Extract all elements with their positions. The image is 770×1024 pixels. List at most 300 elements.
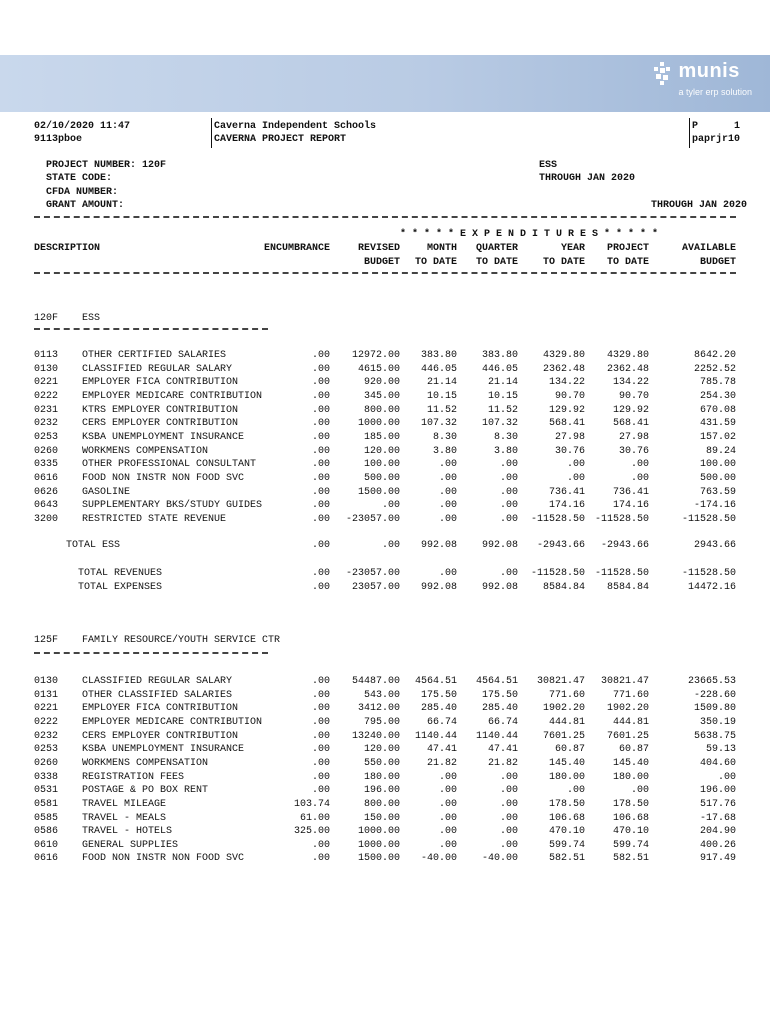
month-to-date: 383.80: [420, 350, 457, 361]
section-code: 125F: [34, 635, 59, 646]
expenses-budget: 23057.00: [351, 582, 400, 593]
encumbrance: .00: [311, 350, 330, 361]
expenses-quarter: 992.08: [481, 582, 518, 593]
year-to-date: 134.22: [548, 377, 585, 389]
account-code: 0581: [34, 798, 59, 810]
header-divider-left: [211, 118, 212, 148]
revised-budget: 54487.00: [351, 676, 400, 687]
total-expenses-label: TOTAL EXPENSES: [78, 582, 163, 593]
available-budget: 517.76: [699, 798, 736, 810]
available-budget: -17.68: [699, 812, 736, 824]
quarter-to-date: -40.00: [481, 853, 518, 865]
available-budget: 8642.20: [693, 350, 736, 361]
table-row: [0, 499, 770, 512]
table-row: [0, 743, 770, 756]
encumbrance: 103.74: [293, 798, 330, 810]
account-code: 0253: [34, 431, 59, 443]
project-to-date: 30821.47: [600, 676, 649, 687]
year-to-date: 444.81: [548, 716, 585, 728]
quarter-to-date: .00: [499, 472, 518, 484]
account-description: CLASSIFIED REGULAR SALARY: [82, 676, 233, 687]
encumbrance: .00: [311, 459, 330, 471]
revised-budget: 795.00: [363, 716, 400, 728]
quarter-to-date: .00: [499, 771, 518, 783]
month-to-date: 8.30: [432, 431, 457, 443]
encumbrance: .00: [311, 513, 330, 525]
year-to-date: 470.10: [548, 826, 585, 838]
account-description: KTRS EMPLOYER CONTRIBUTION: [82, 404, 239, 416]
encumbrance: .00: [311, 853, 330, 865]
project-to-date: 27.98: [618, 431, 649, 443]
account-code: 0531: [34, 785, 59, 797]
account-description: TRAVEL - MEALS: [82, 812, 167, 824]
section-underline: [34, 652, 268, 654]
revised-budget: 12972.00: [351, 350, 400, 361]
total-encumbrance: .00: [311, 540, 330, 551]
project-to-date: 7601.25: [606, 730, 649, 742]
account-description: TRAVEL - HOTELS: [82, 826, 173, 838]
revised-budget: .00: [381, 500, 400, 512]
revised-budget: 800.00: [363, 404, 400, 416]
table-row: [0, 486, 770, 499]
col-year-todate: TO DATE: [542, 257, 585, 268]
quarter-to-date: .00: [499, 500, 518, 512]
month-to-date: .00: [438, 486, 457, 498]
through-date-right: THROUGH JAN 2020: [651, 200, 748, 211]
table-row: [0, 404, 770, 417]
account-code: 0130: [34, 363, 59, 375]
table-row: [0, 431, 770, 444]
available-budget: 431.59: [699, 418, 736, 430]
brand-name: munis: [678, 60, 740, 82]
revised-budget: 13240.00: [351, 730, 400, 742]
account-description: CERS EMPLOYER CONTRIBUTION: [82, 418, 239, 430]
divider-columns: [34, 272, 736, 274]
available-budget: -174.16: [693, 500, 736, 512]
encumbrance: 61.00: [299, 812, 330, 824]
revised-budget: 196.00: [363, 785, 400, 797]
revised-budget: 1500.00: [357, 853, 400, 865]
month-to-date: .00: [438, 798, 457, 810]
account-description: GASOLINE: [82, 486, 131, 498]
year-to-date: 129.92: [548, 404, 585, 416]
month-to-date: 47.41: [426, 744, 457, 756]
account-code: 0131: [34, 689, 59, 701]
account-description: SUPPLEMENTARY BKS/STUDY GUIDES: [82, 500, 263, 512]
account-description: WORKMENS COMPENSATION: [82, 445, 209, 457]
available-budget: 670.08: [699, 404, 736, 416]
available-budget: 1509.80: [693, 703, 736, 715]
available-budget: 100.00: [699, 459, 736, 471]
table-row: [0, 757, 770, 770]
project-to-date: 129.92: [612, 404, 649, 416]
month-to-date: .00: [438, 826, 457, 838]
month-to-date: .00: [438, 771, 457, 783]
total-expenses-row: [0, 581, 770, 594]
account-code: 0616: [34, 472, 59, 484]
cfda-number: CFDA NUMBER:: [46, 187, 119, 198]
month-to-date: 107.32: [420, 418, 457, 430]
header-banner: [0, 55, 770, 112]
account-description: EMPLOYER FICA CONTRIBUTION: [82, 377, 239, 389]
account-description: FOOD NON INSTR NON FOOD SVC: [82, 472, 245, 484]
munis-logo-icon: [650, 62, 674, 86]
year-to-date: .00: [566, 472, 585, 484]
encumbrance: .00: [311, 418, 330, 430]
quarter-to-date: 175.50: [481, 689, 518, 701]
year-to-date: 771.60: [548, 689, 585, 701]
quarter-to-date: 285.40: [481, 703, 518, 715]
available-budget: 404.60: [699, 757, 736, 769]
account-code: 0232: [34, 418, 59, 430]
total-month: 992.08: [420, 540, 457, 551]
quarter-to-date: 383.80: [481, 350, 518, 361]
month-to-date: 11.52: [426, 404, 457, 416]
account-description: EMPLOYER MEDICARE CONTRIBUTION: [82, 716, 263, 728]
month-to-date: .00: [438, 472, 457, 484]
state-code: STATE CODE:: [46, 173, 113, 184]
year-to-date: 736.41: [548, 486, 585, 498]
header-divider-right: [689, 118, 690, 148]
expenses-month: 992.08: [420, 582, 457, 593]
table-row: [0, 513, 770, 526]
col-available-budget: BUDGET: [699, 257, 736, 268]
encumbrance: .00: [311, 757, 330, 769]
quarter-to-date: 66.74: [487, 716, 518, 728]
revised-budget: 800.00: [363, 798, 400, 810]
revenues-project: -11528.50: [594, 568, 649, 579]
year-to-date: 90.70: [554, 390, 585, 402]
available-budget: 2252.52: [693, 363, 736, 375]
report-title: CAVERNA PROJECT REPORT: [214, 134, 347, 145]
project-to-date: 4329.80: [606, 350, 649, 361]
total-revenues-row: [0, 567, 770, 580]
col-month-todate: TO DATE: [414, 257, 457, 268]
encumbrance: .00: [311, 404, 330, 416]
project-to-date: 2362.48: [606, 363, 649, 375]
account-code: 0253: [34, 744, 59, 756]
project-to-date: 582.51: [612, 853, 649, 865]
quarter-to-date: 10.15: [487, 390, 518, 402]
account-description: EMPLOYER MEDICARE CONTRIBUTION: [82, 390, 263, 402]
revised-budget: 120.00: [363, 445, 400, 457]
project-to-date: .00: [630, 472, 649, 484]
account-code: 0610: [34, 839, 59, 851]
month-to-date: 10.15: [426, 390, 457, 402]
total-label: TOTAL ESS: [66, 540, 121, 551]
table-row: [0, 716, 770, 729]
project-to-date: 470.10: [612, 826, 649, 838]
encumbrance: 325.00: [293, 826, 330, 838]
account-description: OTHER PROFESSIONAL CONSULTANT: [82, 459, 257, 471]
encumbrance: .00: [311, 445, 330, 457]
account-description: CERS EMPLOYER CONTRIBUTION: [82, 730, 239, 742]
year-to-date: 4329.80: [542, 350, 585, 361]
table-row: [0, 417, 770, 430]
quarter-to-date: .00: [499, 486, 518, 498]
available-budget: 254.30: [699, 390, 736, 402]
quarter-to-date: .00: [499, 812, 518, 824]
table-row: [0, 784, 770, 797]
account-code: 0130: [34, 676, 59, 687]
available-budget: 157.02: [699, 431, 736, 443]
encumbrance: .00: [311, 676, 330, 687]
brand-tagline: a tyler erp solution: [678, 87, 752, 97]
encumbrance: .00: [311, 486, 330, 498]
revised-budget: 1500.00: [357, 486, 400, 498]
revised-budget: 180.00: [363, 771, 400, 783]
quarter-to-date: .00: [499, 785, 518, 797]
year-to-date: 145.40: [548, 757, 585, 769]
project-to-date: .00: [630, 785, 649, 797]
col-month: MONTH: [426, 243, 457, 254]
account-code: 0222: [34, 716, 59, 728]
available-budget: 89.24: [705, 445, 736, 457]
account-code: 0222: [34, 390, 59, 402]
account-code: 0643: [34, 500, 59, 512]
revised-budget: 1000.00: [357, 418, 400, 430]
year-to-date: 582.51: [548, 853, 585, 865]
project-to-date: 771.60: [612, 689, 649, 701]
account-code: 0626: [34, 486, 59, 498]
report-user: 9113pboe: [34, 134, 83, 145]
col-encumbrance: ENCUMBRANCE: [263, 243, 330, 254]
revenues-year: -11528.50: [530, 568, 585, 579]
encumbrance: .00: [311, 363, 330, 375]
through-date: THROUGH JAN 2020: [539, 173, 636, 184]
revenues-quarter: .00: [499, 568, 518, 579]
col-revised: REVISED: [357, 243, 400, 254]
munis-logo: [678, 60, 752, 97]
total-revenues-label: TOTAL REVENUES: [78, 568, 163, 579]
account-description: POSTAGE & PO BOX RENT: [82, 785, 209, 797]
revised-budget: 345.00: [363, 390, 400, 402]
month-to-date: .00: [438, 459, 457, 471]
table-row: [0, 852, 770, 865]
available-budget: 763.59: [699, 486, 736, 498]
table-row: [0, 349, 770, 362]
year-to-date: .00: [566, 785, 585, 797]
quarter-to-date: 3.80: [493, 445, 518, 457]
quarter-to-date: 21.14: [487, 377, 518, 389]
year-to-date: 106.68: [548, 812, 585, 824]
project-to-date: 90.70: [618, 390, 649, 402]
quarter-to-date: .00: [499, 513, 518, 525]
revised-budget: -23057.00: [345, 513, 400, 525]
divider-top: [34, 216, 736, 218]
expenditures-banner: * * * * * E X P E N D I T U R E S * * * * *: [400, 229, 659, 240]
year-to-date: 30821.47: [536, 676, 585, 687]
total-budget: .00: [381, 540, 400, 551]
year-to-date: 599.74: [548, 839, 585, 851]
project-to-date: 174.16: [612, 500, 649, 512]
account-description: CLASSIFIED REGULAR SALARY: [82, 363, 233, 375]
year-to-date: 1902.20: [542, 703, 585, 715]
month-to-date: 446.05: [420, 363, 457, 375]
account-code: 0260: [34, 445, 59, 457]
section-code: 120F: [34, 313, 59, 324]
revenues-available: -11528.50: [681, 568, 736, 579]
account-code: 0338: [34, 771, 59, 783]
total-quarter: 992.08: [481, 540, 518, 551]
available-budget: 500.00: [699, 472, 736, 484]
org-name: Caverna Independent Schools: [214, 121, 377, 132]
revised-budget: 185.00: [363, 431, 400, 443]
col-year: YEAR: [560, 243, 585, 254]
quarter-to-date: 446.05: [481, 363, 518, 375]
account-code: 0616: [34, 853, 59, 865]
table-row: [0, 812, 770, 825]
project-to-date: 30.76: [618, 445, 649, 457]
encumbrance: .00: [311, 689, 330, 701]
table-row: [0, 825, 770, 838]
table-row: [0, 390, 770, 403]
project-to-date: 180.00: [612, 771, 649, 783]
section-underline: [34, 328, 268, 330]
account-code: 3200: [34, 513, 59, 525]
total-project: -2943.66: [600, 540, 649, 551]
total-available: 2943.66: [693, 540, 736, 551]
account-description: FOOD NON INSTR NON FOOD SVC: [82, 853, 245, 865]
account-description: OTHER CERTIFIED SALARIES: [82, 350, 227, 361]
project-name: ESS: [539, 160, 558, 171]
revised-budget: 920.00: [363, 377, 400, 389]
year-to-date: 7601.25: [542, 730, 585, 742]
month-to-date: 4564.51: [414, 676, 457, 687]
revised-budget: 4615.00: [357, 363, 400, 375]
table-row: [0, 730, 770, 743]
quarter-to-date: 107.32: [481, 418, 518, 430]
quarter-to-date: .00: [499, 798, 518, 810]
month-to-date: 175.50: [420, 689, 457, 701]
account-code: 0113: [34, 350, 59, 361]
account-code: 0231: [34, 404, 59, 416]
expenses-year: 8584.84: [542, 582, 585, 593]
encumbrance: .00: [311, 703, 330, 715]
month-to-date: 21.14: [426, 377, 457, 389]
account-description: GENERAL SUPPLIES: [82, 839, 179, 851]
account-description: EMPLOYER FICA CONTRIBUTION: [82, 703, 239, 715]
quarter-to-date: .00: [499, 826, 518, 838]
encumbrance: .00: [311, 472, 330, 484]
table-row: [0, 458, 770, 471]
available-budget: 204.90: [699, 826, 736, 838]
report-datetime: 02/10/2020 11:47: [34, 121, 131, 132]
project-to-date: 599.74: [612, 839, 649, 851]
available-budget: 196.00: [699, 785, 736, 797]
project-number: PROJECT NUMBER: 120F: [46, 160, 167, 171]
account-description: OTHER CLASSIFIED SALARIES: [82, 689, 233, 701]
revised-budget: 3412.00: [357, 703, 400, 715]
account-code: 0232: [34, 730, 59, 742]
account-description: WORKMENS COMPENSATION: [82, 757, 209, 769]
available-budget: 59.13: [705, 744, 736, 756]
table-row: [0, 472, 770, 485]
encumbrance: .00: [311, 500, 330, 512]
revenues-encumbrance: .00: [311, 568, 330, 579]
month-to-date: 3.80: [432, 445, 457, 457]
month-to-date: .00: [438, 513, 457, 525]
encumbrance: .00: [311, 716, 330, 728]
col-budget: BUDGET: [363, 257, 400, 268]
quarter-to-date: 47.41: [487, 744, 518, 756]
encumbrance: .00: [311, 390, 330, 402]
quarter-to-date: 11.52: [487, 404, 518, 416]
encumbrance: .00: [311, 377, 330, 389]
revised-budget: 1000.00: [357, 826, 400, 838]
expenses-available: 14472.16: [687, 582, 736, 593]
month-to-date: .00: [438, 785, 457, 797]
encumbrance: .00: [311, 431, 330, 443]
grant-amount: GRANT AMOUNT:: [46, 200, 125, 211]
revised-budget: 500.00: [363, 472, 400, 484]
project-to-date: 444.81: [612, 716, 649, 728]
quarter-to-date: .00: [499, 459, 518, 471]
project-to-date: 134.22: [612, 377, 649, 389]
quarter-to-date: 21.82: [487, 757, 518, 769]
month-to-date: 66.74: [426, 716, 457, 728]
col-project-todate: TO DATE: [606, 257, 649, 268]
year-to-date: 60.87: [554, 744, 585, 756]
col-quarter: QUARTER: [475, 243, 518, 254]
total-year: -2943.66: [536, 540, 585, 551]
year-to-date: .00: [566, 459, 585, 471]
year-to-date: -11528.50: [530, 513, 585, 525]
available-budget: 23665.53: [687, 676, 736, 687]
month-to-date: -40.00: [420, 853, 457, 865]
table-row: [0, 376, 770, 389]
account-description: KSBA UNEMPLOYMENT INSURANCE: [82, 431, 245, 443]
project-to-date: 106.68: [612, 812, 649, 824]
expenses-project: 8584.84: [606, 582, 649, 593]
available-budget: 400.26: [699, 839, 736, 851]
project-to-date: 1902.20: [606, 703, 649, 715]
revised-budget: 100.00: [363, 459, 400, 471]
account-description: TRAVEL MILEAGE: [82, 798, 167, 810]
year-to-date: 174.16: [548, 500, 585, 512]
year-to-date: 27.98: [554, 431, 585, 443]
col-description: DESCRIPTION: [34, 243, 101, 254]
encumbrance: .00: [311, 785, 330, 797]
program-id: paprjr10: [692, 134, 741, 145]
account-description: RESTRICTED STATE REVENUE: [82, 513, 227, 525]
table-row: [0, 689, 770, 702]
month-to-date: .00: [438, 812, 457, 824]
expenses-encumbrance: .00: [311, 582, 330, 593]
month-to-date: .00: [438, 500, 457, 512]
year-to-date: 30.76: [554, 445, 585, 457]
month-to-date: 1140.44: [414, 730, 457, 742]
project-to-date: 60.87: [618, 744, 649, 756]
month-to-date: 21.82: [426, 757, 457, 769]
encumbrance: .00: [311, 730, 330, 742]
page-number: P 1: [692, 121, 741, 132]
account-code: 0221: [34, 703, 59, 715]
encumbrance: .00: [311, 744, 330, 756]
quarter-to-date: 4564.51: [475, 676, 518, 687]
col-quarter-todate: TO DATE: [475, 257, 518, 268]
project-to-date: 145.40: [612, 757, 649, 769]
project-to-date: .00: [630, 459, 649, 471]
available-budget: 350.19: [699, 716, 736, 728]
revised-budget: 543.00: [363, 689, 400, 701]
table-row: [0, 839, 770, 852]
revised-budget: 150.00: [363, 812, 400, 824]
account-code: 0221: [34, 377, 59, 389]
revenues-month: .00: [438, 568, 457, 579]
total-row: [0, 539, 770, 552]
encumbrance: .00: [311, 771, 330, 783]
